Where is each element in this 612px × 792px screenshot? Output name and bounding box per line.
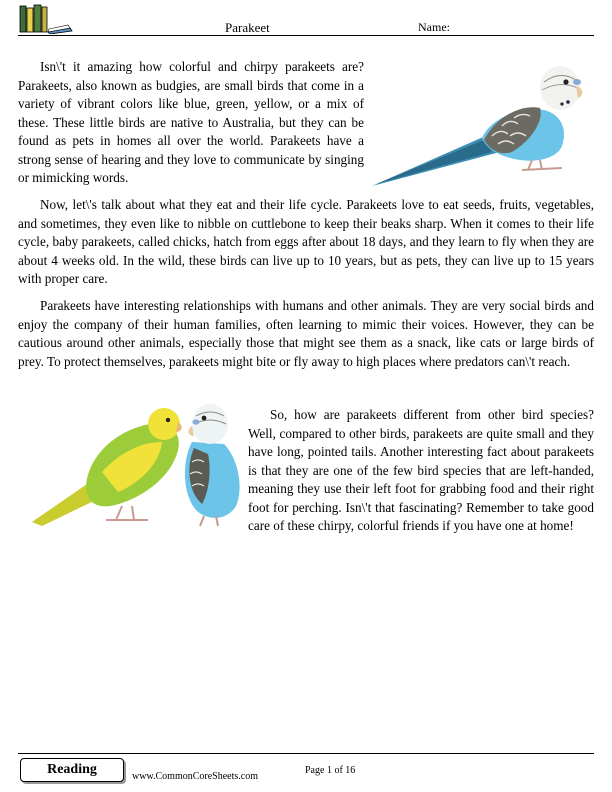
worksheet-title: Parakeet xyxy=(225,20,270,35)
subject-badge: Reading xyxy=(20,758,124,782)
page-number: Page 1 of 16 xyxy=(305,765,356,776)
two-parakeets-icon xyxy=(32,402,244,530)
paragraph-4: So, how are parakeets different from other bird species? Well, compared to other birds, parakeets are quite small and they have long, pointed tails. Another interesting fact about parakeets is that they are one of the few bird species that are left-handed, meaning they use their left foot for grabbing food and their right foot for perching. Isn\'t that fascinating? Remember to take good care of these chirpy, colorful friends if you have one at home! xyxy=(248,407,594,533)
website-link[interactable]: www.CommonCoreSheets.com xyxy=(132,771,259,782)
paragraph-1: Isn\'t it amazing how colorful and chirpy parakeets are? Parakeets, also known as budgies, are small birds that come in a variety of vibrant colors like blue, green, yellow, or a mix of these. These little birds are native to Australia, but they can be found as pets in homes all over the world. Parakeets have a strong sense of hearing and they love to communicate by singing or mimicking words. xyxy=(18,59,364,185)
blue-parakeet-icon xyxy=(372,56,596,188)
paragraph-2: Now, let\'s talk about what they eat and their life cycle. Parakeets love to eat seeds, fruits, vegetables, and sometimes, they even like to nibble on cuttlebone to keep their beaks sharp. When it comes to their life cycle, baby parakeets, called chicks, hatch from eggs after about 18 days, and they learn to fly when they are about 4 weeks old. In the wild, these birds can live up to 10 years, but as pets, they can live up to 15 years with proper care. xyxy=(18,197,594,286)
name-label: Name: xyxy=(418,20,450,34)
header-divider xyxy=(18,35,594,36)
footer-divider xyxy=(18,753,594,754)
books-icon xyxy=(18,4,74,34)
paragraph-3: Parakeets have interesting relationships with humans and other animals. They are very social birds and enjoy the company of their human families, often learning to mimic their voices. However, they can be cautious around other animals, especially those that might see them as a snack, like cats or large birds of prey. To protect themselves, parakeets might bite or fly away to high places where predators can\'t reach. xyxy=(18,298,594,369)
